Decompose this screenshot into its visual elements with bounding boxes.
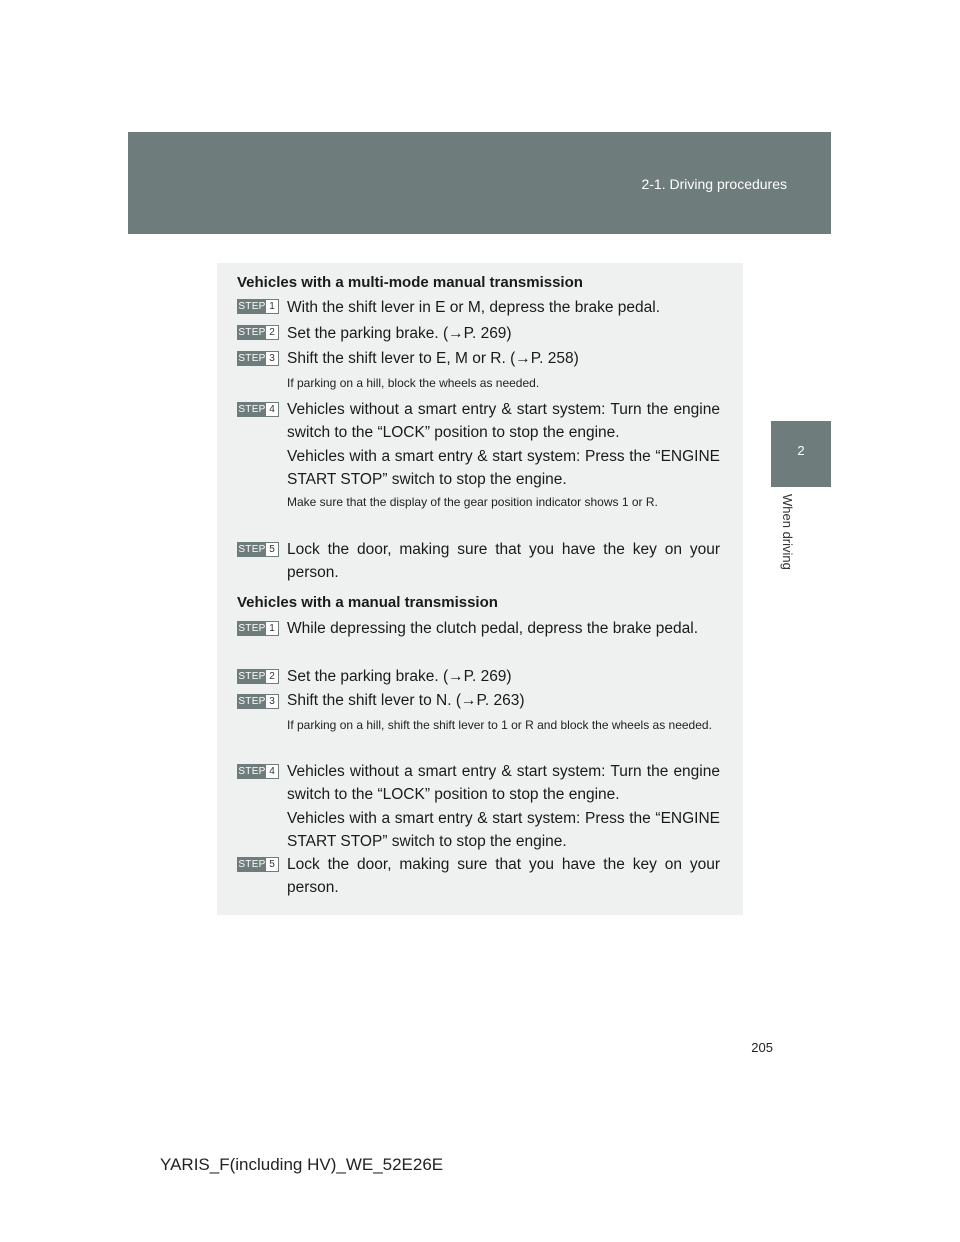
step-text: With the shift lever in E or M, depress the brake pedal. [287,299,661,316]
step-text-alt: Vehicles with a smart entry & start system: Press the “ENGINE START STOP” switch to stop the engine. [287,448,720,488]
step-text: While depressing the clutch pedal, depress the brake pedal. [287,620,698,637]
step-badge: STEP 4 [237,402,279,417]
step-badge: STEP 3 [237,694,279,709]
step-badge: STEP 2 [237,325,279,340]
mt-heading: Vehicles with a manual transmission [237,594,498,611]
content-box [217,263,743,915]
step-note: Make sure that the display of the gear position indicator shows 1 or R. [287,495,658,509]
step-note: If parking on a hill, shift the shift lever to 1 or R and block the wheels as needed. [287,718,712,732]
step-text: Set the parking brake. (→P. 269) [287,325,512,342]
step-badge: STEP 1 [237,621,279,636]
step-text: Lock the door, making sure that you have the key on your person. [287,856,720,896]
chapter-label: When driving [780,494,795,570]
step-badge: STEP 5 [237,542,279,557]
step-text: Shift the shift lever to E, M or R. (→P. 258) [287,350,579,367]
step-text: Shift the shift lever to N. (→P. 263) [287,692,525,709]
chapter-tab[interactable] [771,421,831,487]
step-text: Vehicles without a smart entry & start system: Turn the engine switch to the “LOCK” position to stop the engine. [287,763,720,803]
step-text-alt: Vehicles with a smart entry & start system: Press the “ENGINE START STOP” switch to stop the engine. [287,810,720,850]
step-badge: STEP 5 [237,857,279,872]
page-number: 205 [751,1040,773,1055]
step-badge: STEP 4 [237,764,279,779]
step-badge: STEP 2 [237,669,279,684]
header-bar [128,132,831,234]
step-text: Lock the door, making sure that you have the key on your person. [287,541,720,581]
step-text: Set the parking brake. (→P. 269) [287,668,512,685]
step-text: Vehicles without a smart entry & start system: Turn the engine switch to the “LOCK” position to stop the engine. [287,401,720,441]
step-note: If parking on a hill, block the wheels as needed. [287,376,540,390]
document-code: YARIS_F(including HV)_WE_52E26E [160,1155,444,1174]
mmt-heading: Vehicles with a multi-mode manual transmission [237,274,583,291]
chapter-number: 2 [797,443,805,458]
step-badge: STEP 1 [237,299,279,314]
step-badge: STEP 3 [237,351,279,366]
section-title: 2-1. Driving procedures [641,176,787,192]
